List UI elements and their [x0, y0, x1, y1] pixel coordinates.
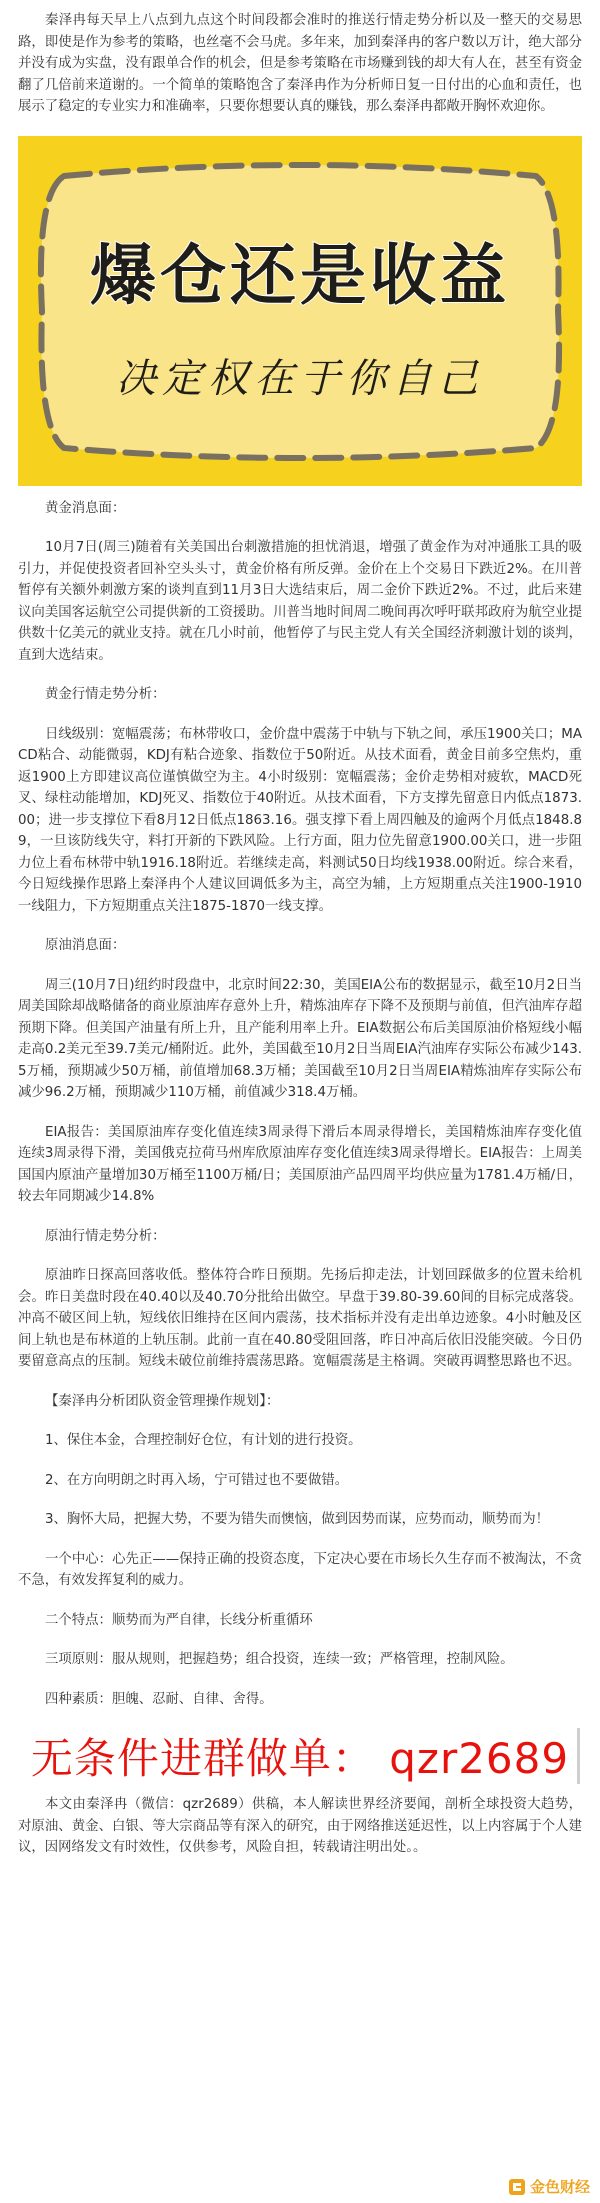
- cta-text: 无条件进群做单： qzr2689: [30, 1734, 570, 1783]
- watermark: [508, 2176, 590, 2197]
- cta-divider: [577, 1728, 580, 1784]
- cta-banner: [18, 1728, 582, 1784]
- oil-news-paragraph: 周三(10月7日)纽约时段盘中，北京时间22:30，美国EIA公布的数据显示，截至10月2日当周美国除却战略储备的商业原油库存意外上升，精炼油库存下降不及预期与前值，但汽油库存超预期下降。但美国产油量有所上升，且产能利用率上升。EIA数据公布后美国原油价格短线小幅走高0.2美元至39.7美元/桶附近。此外，美国截至10月2日当周EIA汽油库存实际公布减少143.5万桶，预期减少50万桶，前值增加68.3万桶；美国截至10月2日当周EIA精炼油库存实际公布减少96.2万桶，预期减少110万桶，前值减少318.4万桶。: [18, 977, 582, 1100]
- oil-trend-paragraph: 原油昨日探高回落收低。整体符合昨日预期。先扬后抑走法，计划回踩做多的位置未给机会。昨日美盘时段在40.40以及40.70分批给出做空。早盘于39.80-39.60间的目标完成落袋。冲高不破区间上轨，短线依旧维持在区间内震荡，技术指标并没有走出单边迹象。4小时触及区间上轨也是布林道的上轨压制。此前一直在40.80受阻回落，昨日冲高后依旧没能突破。今日仍要留意高点的压制。短线未破位前维持震荡思路。宽幅震荡是主格调。突破再调整思路也不迟。: [18, 1268, 582, 1369]
- plan-item: 四种素质：胆魄、忍耐、自律、舍得。: [45, 1691, 273, 1707]
- gold-trend-paragraph: 日线级别：宽幅震荡；布林带收口，金价盘中震荡于中轨与下轨之间，承压1900关口；MACD粘合、动能微弱，KDJ有粘合迹象、指数位于50附近。从技术面看，黄金目前多空焦灼，重返1900上方即建议高位谨慎做空为主。4小时级别：宽幅震荡；金价走势相对疲软，MACD死叉、绿柱动能增加，KDJ死叉、指数位于40附近。从技术面看，下方支撑先留意日内低点1873.00；进一步支撑位下看8月12日低点1863.16。强支撑下看上周四触及的逾两个月低点1848.89，一旦该防线失守，料打开新的下跌风险。上行方面，阻力位先留意1900.00关口，进一步阻力位上看布林带中轨1916.18附近。若继续走高，料测试50日均线1938.00附近。综合来看，今日短线操作思路上秦泽冉个人建议回调低多为主，高空为辅，上方短期重点关注1900-1910一线阻力，下方短期重点关注1875-1870一线支撑。: [18, 726, 582, 914]
- watermark-text: 金色财经: [529, 2178, 590, 2196]
- plan-item: 2、在方向明朗之时再入场，宁可错过也不要做错。: [45, 1472, 349, 1488]
- promo-banner-graphic: [18, 136, 582, 486]
- oil-news-heading: 原油消息面：: [45, 938, 126, 953]
- plan-item: 二个特点：顺势而为严自律，长线分析重循环: [45, 1612, 313, 1628]
- promo-banner: [18, 136, 582, 486]
- plan-heading: 【秦泽冉分析团队资金管理操作规划】：: [45, 1393, 280, 1409]
- plan-item: 三项原则：服从规则，把握趋势；组合投资，连续一致；严格管理，控制风险。: [45, 1652, 514, 1667]
- plan-item: 3、胸怀大局，把握大势，不要为错失而懊恼，做到因势而谋，应势而动，顺势而为！: [45, 1512, 549, 1527]
- banner-title: 爆仓还是收益: [90, 236, 510, 314]
- watermark-logo-icon: [508, 2178, 526, 2196]
- plan-item: 1、保住本金，合理控制好仓位，有计划的进行投资。: [45, 1433, 362, 1448]
- banner-subtitle: 决定权在于你自己: [116, 355, 484, 402]
- gold-trend-heading: 黄金行情走势分析：: [45, 687, 166, 702]
- plan-item: 一个中心：心先正——保持正确的投资态度，下定决心要在市场长久生存而不被淘汰，不贪不急，有效发挥复利的威力。: [18, 1551, 582, 1588]
- gold-news-paragraph: 10月7日(周三)随着有关美国出台刺激措施的担忧消退，增强了黄金作为对冲通胀工具的吸引力，并促使投资者回补空头头寸，黄金价格有所反弹。金价在上个交易日下跌近2%。在川普暂停有关额外刺激方案的谈判直到11月3日大选结束后，周二金价下跌近2%。不过，此后来建议向美国客运航空公司提供新的工资援助。川普当地时间周二晚间再次呼吁联邦政府为航空业提供数十亿美元的就业支持。就在几小时前，他暂停了与民主党人有关全国经济刺激计划的谈判，直到大选结束。: [18, 540, 582, 663]
- footer-paragraph: 本文由秦泽冉（微信：qzr2689）供稿，本人解读世界经济要闻，剖析全球投资大趋势，对原油、黄金、白银、等大宗商品等有深入的研究，由于网络推送延迟性，以上内容属于个人建议，因网络发文有时效性，仅供参考，风险自担，转载请注明出处。。: [18, 1797, 582, 1855]
- gold-news-heading: 黄金消息面：: [45, 500, 126, 516]
- eia-report-paragraph: EIA报告：美国原油库存变化值连续3周录得下滑后本周录得增长，美国精炼油库存变化值连续3周录得下滑，美国俄克拉荷马州库欣原油库存变化值连续3周录得增长。EIA报告：上周美国国内原油产量增加30万桶至1100万桶/日；美国原油产品四周平均供应量为1781.4万桶/日，较去年同期减少14.8%: [18, 1124, 582, 1204]
- oil-trend-heading: 原油行情走势分析：: [45, 1228, 166, 1244]
- intro-paragraph: 秦泽冉每天早上八点到九点这个时间段都会准时的推送行情走势分析以及一整天的交易思路，即使是作为参考的策略，也丝毫不会马虎。多年来，加到秦泽冉的客户数以万计，绝大部分并没有成为实盘，没有跟单合作的机会，但是参考策略在市场赚到钱的却大有人在，甚至有资金翻了几倍前来道谢的。一个简单的策略饱含了秦泽冉作为分析师日复一日付出的心血和责任，也展示了稳定的专业实力和准确率，只要你想要认真的赚钱，那么秦泽冉都敞开胸怀欢迎你。: [18, 13, 582, 114]
